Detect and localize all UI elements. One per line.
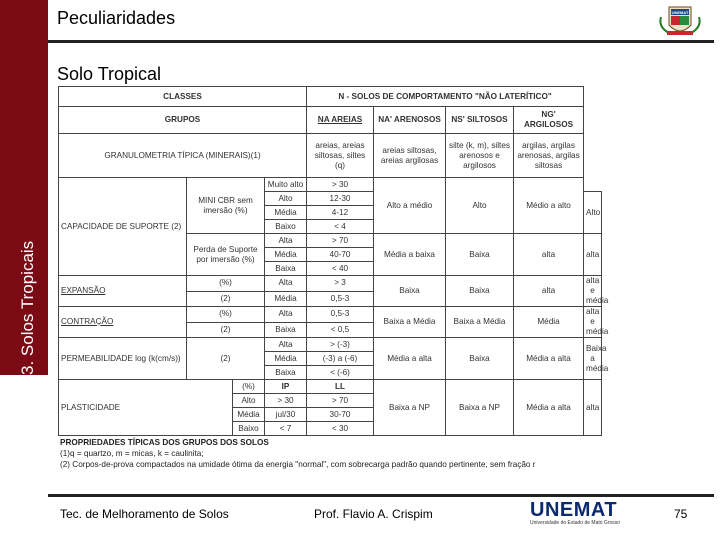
perda-level: Baixa <box>265 262 307 276</box>
logo-text: UNEMAT <box>530 499 618 521</box>
permeabilidade-range: > (-3) <box>307 338 374 352</box>
plasticidade-level: Baixo <box>233 422 265 436</box>
contracao-range: < 0,5 <box>307 322 374 338</box>
expansao-label: EXPANSÃO <box>59 276 187 307</box>
permeabilidade-level: Baixa <box>265 366 307 380</box>
granulometry-cell: silte (k, m), siltes arenosos e argilosos <box>446 134 514 178</box>
contracao-unit: (%) <box>187 307 265 323</box>
perda-range: < 40 <box>307 262 374 276</box>
group-ns-prime: NS' SILTOSOS <box>446 107 514 134</box>
perda-label: Perda de Suporte por imersão (%) <box>187 234 265 276</box>
mini-cbr-value: Alto <box>584 192 602 234</box>
mini-cbr-range: 12-30 <box>307 192 374 206</box>
unemat-logo <box>530 500 620 540</box>
granulometry-cell: areias, areias siltosas, siltes (q) <box>307 134 374 178</box>
permeabilidade-value: Média a alta <box>514 338 584 380</box>
permeabilidade-value: Baixa a média <box>584 338 602 380</box>
crest-icon <box>655 3 705 39</box>
mini-cbr-range: < 4 <box>307 220 374 234</box>
notes-title: PROPRIEDADES TÍPICAS DOS GRUPOS DOS SOLOS <box>60 438 269 447</box>
mini-cbr-range: 4-12 <box>307 206 374 220</box>
plasticidade-value: Baixa a NP <box>374 380 446 436</box>
contracao-unit: (2) <box>187 322 265 338</box>
plasticidade-ip: > 30 <box>265 394 307 408</box>
expansao-range: > 3 <box>307 276 374 292</box>
footer-course: Tec. de Melhoramento de Solos <box>60 507 229 521</box>
perda-value: alta <box>514 234 584 276</box>
permeabilidade-range: < (-6) <box>307 366 374 380</box>
granulometry-cell: areias siltosas, areias argilosas <box>374 134 446 178</box>
bottom-rule <box>48 494 714 497</box>
contracao-range: 0,5-3 <box>307 307 374 323</box>
granulometry-label: GRANULOMETRIA TÍPICA (MINERAIS)(1) <box>59 134 307 178</box>
perda-level: Alta <box>265 234 307 248</box>
plasticidade-ip: jul/30 <box>265 408 307 422</box>
permeabilidade-level: Média <box>265 352 307 366</box>
mini-cbr-level: Muito alto <box>265 178 307 192</box>
permeabilidade-note: (2) <box>187 338 265 380</box>
plasticidade-ll: > 70 <box>307 394 374 408</box>
expansao-level: Alta <box>265 276 307 292</box>
plasticidade-header: (%) <box>233 380 265 394</box>
mini-cbr-value: Médio a alto <box>514 178 584 234</box>
header-classes: CLASSES <box>59 87 307 107</box>
plasticidade-level: Alto <box>233 394 265 408</box>
mini-cbr-level: Média <box>265 206 307 220</box>
notes-line-1: (1)q = quartzo, m = micas, k = caulinita; <box>60 449 204 458</box>
perda-value: Média a baixa <box>374 234 446 276</box>
mini-cbr-label: MINI CBR sem imersão (%) <box>187 178 265 234</box>
expansao-unit: (2) <box>187 291 265 307</box>
plasticidade-ll: 30-70 <box>307 408 374 422</box>
expansao-value: Baixa <box>374 276 446 307</box>
permeabilidade-value: Média a alta <box>374 338 446 380</box>
plasticidade-value: alta <box>584 380 602 436</box>
plasticidade-header: IP <box>265 380 307 394</box>
plasticidade-value: Baixa a NP <box>446 380 514 436</box>
group-ng-prime: NG' ARGILOSOS <box>514 107 584 134</box>
plasticidade-header: LL <box>307 380 374 394</box>
plasticidade-value: Média a alta <box>514 380 584 436</box>
plasticidade-label: PLASTICIDADE <box>59 380 233 436</box>
properties-table <box>58 86 609 436</box>
granulometry-cell: argilas, argilas arenosas, argilas siltosas <box>514 134 584 178</box>
mini-cbr-level: Baixo <box>265 220 307 234</box>
table-notes <box>58 436 602 471</box>
plasticidade-level: Média <box>233 408 265 422</box>
section-label: 3. Solos Tropicais <box>18 240 37 375</box>
group-na-prime: NA' ARENOSOS <box>374 107 446 134</box>
logo-subtitle: Universidade do Estado de Mato Grosso <box>530 520 621 526</box>
perda-value: alta <box>584 234 602 276</box>
contracao-value: Média <box>514 307 584 338</box>
footer-professor: Prof. Flavio A. Crispim <box>314 507 433 521</box>
perda-range: > 70 <box>307 234 374 248</box>
expansao-unit: (%) <box>187 276 265 292</box>
slide-title: Peculiaridades <box>57 8 176 28</box>
plasticidade-ip: < 7 <box>265 422 307 436</box>
mini-cbr-range: > 30 <box>307 178 374 192</box>
permeabilidade-range: (-3) a (-6) <box>307 352 374 366</box>
mini-cbr-value: Alto a médio <box>374 178 446 234</box>
expansao-value: alta <box>514 276 584 307</box>
page-number: 75 <box>674 507 688 521</box>
perda-range: 40-70 <box>307 248 374 262</box>
expansao-range: 0,5-3 <box>307 291 374 307</box>
plasticidade-ll: < 30 <box>307 422 374 436</box>
notes-line-2: (2) Corpos-de-prova compactados na umidade ótima da energia "normal", com sobrecarga padrão quando pertinente, sem fração r <box>60 460 536 469</box>
permeabilidade-level: Alta <box>265 338 307 352</box>
perda-value: Baixa <box>446 234 514 276</box>
contracao-level: Alta <box>265 307 307 323</box>
mini-cbr-value: Alto <box>446 178 514 234</box>
header-groups: GRUPOS <box>59 107 307 134</box>
top-rule <box>48 40 714 43</box>
expansao-value: Baixa <box>446 276 514 307</box>
contracao-value: alta e média <box>584 307 602 338</box>
slide-subtitle: Solo Tropical <box>57 64 162 84</box>
perda-level: Média <box>265 248 307 262</box>
permeabilidade-label: PERMEABILIDADE log (k(cm/s)) <box>59 338 187 380</box>
contracao-value: Baixa a Média <box>446 307 514 338</box>
header-classes-value: N - SOLOS DE COMPORTAMENTO "NÃO LATERÍTICO" <box>307 87 584 107</box>
contracao-level: Baixa <box>265 322 307 338</box>
capacidade-label: CAPACIDADE DE SUPORTE (2) <box>59 178 187 276</box>
contracao-label: CONTRAÇÃO <box>59 307 187 338</box>
crest-text: UNEMAT <box>671 10 689 15</box>
expansao-value: alta e média <box>584 276 602 307</box>
mini-cbr-level: Alto <box>265 192 307 206</box>
group-na: NA AREIAS <box>307 107 374 134</box>
contracao-value: Baixa a Média <box>374 307 446 338</box>
expansao-level: Média <box>265 291 307 307</box>
properties-table-image <box>58 86 609 478</box>
permeabilidade-value: Baixa <box>446 338 514 380</box>
